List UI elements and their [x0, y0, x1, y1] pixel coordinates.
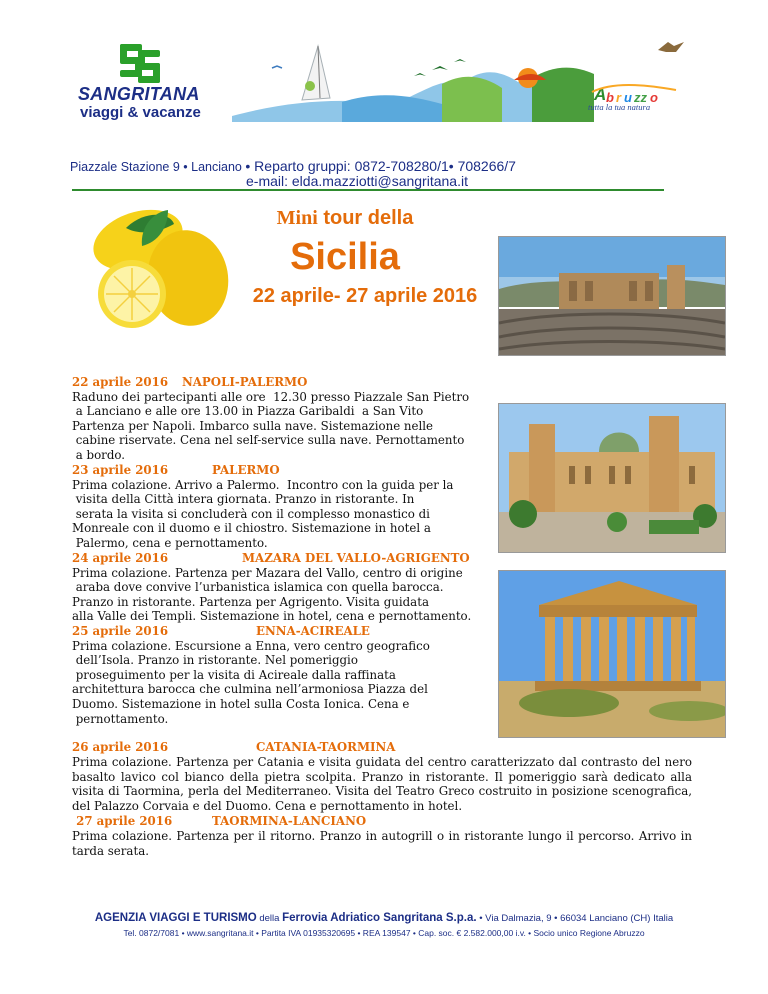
- palermo-cathedral-photo: [498, 403, 726, 553]
- day-destination: NAPOLI-PALERMO: [182, 375, 308, 389]
- title-dates: 22 aprile- 27 aprile 2016: [252, 285, 478, 307]
- svg-text:o: o: [650, 90, 658, 105]
- svg-text:A: A: [594, 85, 607, 104]
- banner-tagline: tutta la tua natura: [588, 102, 651, 112]
- day-5-header: [72, 740, 396, 755]
- day-text-line: architettura barocca che culmina nell’armoniosa Piazza del: [72, 682, 428, 697]
- footer-address: Via Dalmazia, 9 • 66034 Lanciano (CH) Italia: [485, 913, 674, 924]
- agrigento-temple-photo: [498, 570, 726, 738]
- title-mini-tour: [0, 207, 690, 230]
- day-destination: PALERMO: [212, 463, 280, 477]
- day-date: 27 aprile 2016: [72, 814, 173, 828]
- day-destination: CATANIA-TAORMINA: [256, 740, 396, 754]
- svg-text:u: u: [624, 90, 632, 105]
- day-4: [72, 624, 430, 726]
- day-text-line: Pranzo in ristorante. Partenza per Agrigento. Visita guidata: [72, 594, 429, 609]
- day-date: 26 aprile 2016: [72, 740, 169, 754]
- day-text-line: a bordo.: [72, 447, 126, 462]
- day-text-line: Raduno dei partecipanti alle ore 12.30 presso Piazzale San Pietro: [72, 389, 470, 404]
- day-text-line: Monreale con il duomo e il chiostro. Sistemazione in hotel a: [72, 521, 431, 536]
- footer-della: della: [256, 913, 283, 924]
- city-text: Lanciano: [191, 160, 242, 174]
- day-date: 22 aprile 2016: [72, 375, 169, 389]
- phone-extra: 708266/7: [457, 158, 516, 174]
- email-text[interactable]: e-mail: elda.mazziotti@sangritana.it: [246, 173, 468, 189]
- header-divider: [72, 189, 664, 191]
- day-3: [72, 551, 471, 624]
- phone-text: Reparto gruppi: 0872-708280/1: [254, 158, 449, 174]
- day-destination: ENNA-ACIREALE: [256, 624, 370, 638]
- address-text: Piazzale Stazione 9: [70, 160, 180, 174]
- footer-agency: AGENZIA VIAGGI E TURISMO: [94, 912, 257, 924]
- day-text-line: pernottamento.: [72, 711, 169, 726]
- sangritana-logo-icon: [118, 44, 162, 84]
- day-6-header: [72, 814, 367, 829]
- title-tour: tour della: [317, 207, 414, 229]
- svg-text:r: r: [616, 90, 622, 105]
- day-text-line: a Lanciano e alle ore 13.00 in Piazza Garibaldi a San Vito: [72, 404, 424, 419]
- day-1: [72, 375, 469, 463]
- day-text-line: Prima colazione. Arrivo a Palermo. Incontro con la guida per la: [72, 477, 454, 492]
- day-text-line: cabine riservate. Cena nel self-service sulla nave. Pernottamento: [72, 433, 465, 448]
- day-text-line: proseguimento per la visita di Acireale dalla raffinata: [72, 667, 396, 682]
- day-date: 24 aprile 2016: [72, 551, 169, 565]
- svg-text:zz: zz: [634, 90, 647, 105]
- footer-details: Tel. 0872/7081 • www.sangritana.it • Partita IVA 01935320695 • REA 139547 • Cap. soc. € 2.582.000,00 i.v. • Socio unico Regione Abruzzo: [123, 928, 645, 938]
- svg-text:b: b: [606, 90, 614, 105]
- title-mini: Mini: [276, 207, 318, 229]
- day-date: 23 aprile 2016: [72, 463, 169, 477]
- brand-name: SANGRITANA: [78, 84, 200, 104]
- page-title: Sicilia: [290, 236, 400, 278]
- day-text-line: serata la visita si concluderà con il complesso monastico di: [72, 506, 430, 521]
- day-2: [72, 463, 453, 551]
- day-text-line: visita della Città intera giornata. Pranzo in ristorante. In: [72, 492, 415, 507]
- footer-company: Ferrovia Adriatico Sangritana S.p.a.: [282, 912, 477, 924]
- day-text-line: alla Valle dei Templi. Sistemazione in hotel, cena e pernottamento.: [72, 609, 472, 624]
- day-text-line: Prima colazione. Escursione a Enna, vero centro geografico: [72, 638, 430, 653]
- day-destination: TAORMINA-LANCIANO: [212, 814, 367, 828]
- contact-line: Piazzale Stazione 9 • Lanciano • Reparto gruppi: 0872-708280/1• 708266/7: [70, 158, 516, 174]
- day-destination: MAZARA DEL VALLO-AGRIGENTO: [242, 551, 470, 565]
- day-text-line: Prima colazione. Partenza per Mazara del Vallo, centro di origine: [72, 565, 463, 580]
- day-text-line: Palermo, cena e pernottamento.: [72, 535, 268, 550]
- day-5-text: Prima colazione. Partenza per Catania e visita guidata del centro caratterizzato dal contrasto del nero basalto lavico col bianco della pietra scolpita. Pranzo in ristorante. Il pomeriggio sarà dedicato alla visita di Taormina, perla del Mediterraneo. Visita del Teatro Greco costruito in posizione scenografica, del Palazzo Corvaia e del Duomo. Cena e pernottamento in hotel.: [72, 755, 692, 813]
- taormina-theatre-photo: [498, 236, 726, 356]
- brand-subtitle: viaggi & vacanze: [80, 104, 201, 121]
- day-date: 25 aprile 2016: [72, 624, 169, 638]
- day-6-text: Prima colazione. Partenza per il ritorno. Pranzo in autogrill o in ristorante lungo il percorso. Arrivo in tarda serata.: [72, 829, 692, 858]
- day-text-line: araba dove convive l’urbanistica islamica con quella barocca.: [72, 580, 444, 595]
- day-text-line: dell’Isola. Pranzo in ristorante. Nel pomeriggio: [72, 653, 358, 668]
- day-text-line: Partenza per Napoli. Imbarco sulla nave. Sistemazione nelle: [72, 418, 434, 433]
- footer-company-line: AGENZIA VIAGGI E TURISMO della Ferrovia Adriatico Sangritana S.p.a. • Via Dalmazia, 9 • 66034 Lanciano (CH) Italia: [94, 912, 674, 924]
- day-text-line: Duomo. Sistemazione in hotel sulla Costa Ionica. Cena e: [72, 696, 410, 711]
